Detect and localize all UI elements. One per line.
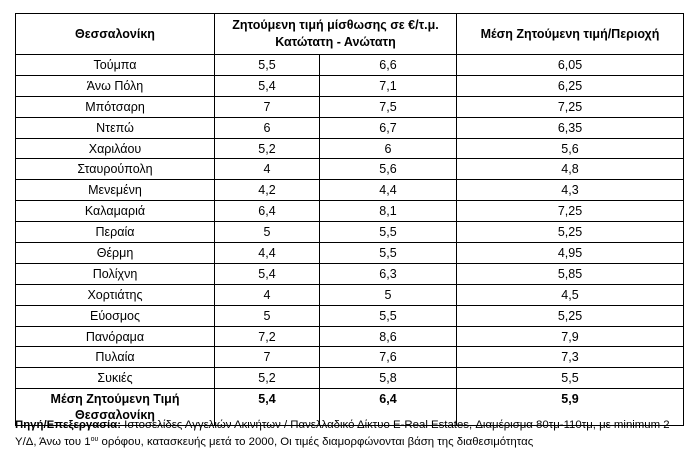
max-price-cell: 7,5 xyxy=(320,96,457,117)
min-price-cell: 5,2 xyxy=(215,138,320,159)
min-price-cell: 4 xyxy=(215,284,320,305)
source-note xyxy=(15,417,683,451)
average-price-cell: 6,05 xyxy=(457,55,684,76)
max-price-cell: 8,6 xyxy=(320,326,457,347)
min-price-cell: 5,5 xyxy=(215,55,320,76)
region-cell: Πανόραμα xyxy=(16,326,215,347)
min-price-cell: 4 xyxy=(215,159,320,180)
average-price-cell: 5,85 xyxy=(457,263,684,284)
table-row xyxy=(16,117,684,138)
header-price-range: Ζητούμενη τιμή μίσθωσης σε €/τ.μ. Κατώτατη - Ανώτατη xyxy=(215,14,457,55)
min-price-cell: 6,4 xyxy=(215,201,320,222)
region-cell: Πυλαία xyxy=(16,347,215,368)
table-row xyxy=(16,138,684,159)
table-row xyxy=(16,243,684,264)
max-price-cell: 7,1 xyxy=(320,75,457,96)
min-price-cell: 5,2 xyxy=(215,368,320,389)
min-price-cell: 6 xyxy=(215,117,320,138)
table-row xyxy=(16,180,684,201)
region-cell: Τούμπα xyxy=(16,55,215,76)
min-price-cell: 4,4 xyxy=(215,243,320,264)
footer-max-price: 6,4 xyxy=(320,389,457,426)
max-price-cell: 6,7 xyxy=(320,117,457,138)
source-superscript: ου xyxy=(90,436,99,443)
min-price-cell: 5,4 xyxy=(215,75,320,96)
average-price-cell: 4,8 xyxy=(457,159,684,180)
average-price-cell: 6,25 xyxy=(457,75,684,96)
region-cell: Μενεμένη xyxy=(16,180,215,201)
max-price-cell: 5,8 xyxy=(320,368,457,389)
max-price-cell: 5,5 xyxy=(320,243,457,264)
table-header-row xyxy=(16,14,684,55)
max-price-cell: 6 xyxy=(320,138,457,159)
max-price-cell: 5 xyxy=(320,284,457,305)
max-price-cell: 8,1 xyxy=(320,201,457,222)
table-row xyxy=(16,284,684,305)
source-label: Πηγή/Επεξεργασία: xyxy=(15,419,121,431)
average-price-cell: 4,5 xyxy=(457,284,684,305)
table-row xyxy=(16,368,684,389)
rent-prices-table xyxy=(15,13,684,426)
table-row xyxy=(16,201,684,222)
average-price-cell: 5,25 xyxy=(457,222,684,243)
max-price-cell: 6,6 xyxy=(320,55,457,76)
average-price-cell: 5,6 xyxy=(457,138,684,159)
header-region: Θεσσαλονίκη xyxy=(16,14,215,55)
min-price-cell: 7 xyxy=(215,96,320,117)
table-row xyxy=(16,263,684,284)
table-body xyxy=(16,55,684,389)
average-price-cell: 5,25 xyxy=(457,305,684,326)
table-row xyxy=(16,75,684,96)
region-cell: Εύοσμος xyxy=(16,305,215,326)
region-cell: Συκιές xyxy=(16,368,215,389)
region-cell: Χορτιάτης xyxy=(16,284,215,305)
min-price-cell: 7,2 xyxy=(215,326,320,347)
table-row xyxy=(16,55,684,76)
region-cell: Καλαμαριά xyxy=(16,201,215,222)
average-price-cell: 7,25 xyxy=(457,96,684,117)
average-price-cell: 4,3 xyxy=(457,180,684,201)
max-price-cell: 5,5 xyxy=(320,305,457,326)
average-price-cell: 7,25 xyxy=(457,201,684,222)
region-cell: Πολίχνη xyxy=(16,263,215,284)
min-price-cell: 5 xyxy=(215,222,320,243)
table-row xyxy=(16,305,684,326)
footer-average-price: 5,9 xyxy=(457,389,684,426)
region-cell: Χαριλάου xyxy=(16,138,215,159)
table-row xyxy=(16,347,684,368)
max-price-cell: 7,6 xyxy=(320,347,457,368)
max-price-cell: 6,3 xyxy=(320,263,457,284)
table-row xyxy=(16,96,684,117)
region-cell: Περαία xyxy=(16,222,215,243)
table-row xyxy=(16,222,684,243)
source-text-part2: ορόφου, κατασκευής μετά το 2000, Οι τιμές διαμορφώνονται βάση της διαθεσιμότητας xyxy=(98,436,534,448)
min-price-cell: 5,4 xyxy=(215,263,320,284)
header-average-price: Μέση Ζητούμενη τιμή/Περιοχή xyxy=(457,14,684,55)
max-price-cell: 5,5 xyxy=(320,222,457,243)
region-cell: Θέρμη xyxy=(16,243,215,264)
footer-min-price: 5,4 xyxy=(215,389,320,426)
max-price-cell: 5,6 xyxy=(320,159,457,180)
average-price-cell: 7,3 xyxy=(457,347,684,368)
min-price-cell: 4,2 xyxy=(215,180,320,201)
max-price-cell: 4,4 xyxy=(320,180,457,201)
average-price-cell: 4,95 xyxy=(457,243,684,264)
average-price-cell: 7,9 xyxy=(457,326,684,347)
average-price-cell: 6,35 xyxy=(457,117,684,138)
min-price-cell: 5 xyxy=(215,305,320,326)
region-cell: Μπότσαρη xyxy=(16,96,215,117)
footer-region: Μέση Ζητούμενη Τιμή Θεσσαλονίκη xyxy=(16,389,215,426)
region-cell: Σταυρούπολη xyxy=(16,159,215,180)
table-row xyxy=(16,159,684,180)
min-price-cell: 7 xyxy=(215,347,320,368)
source-text-part1: Ιστοσελίδες Αγγελιών Ακινήτων / Πανελλαδικό Δίκτυο E-Real Estates, Διαμέρισμα 80τμ-110τμ, με minimum 2 Υ/Δ, Άνω του 1 xyxy=(15,419,670,448)
table-row xyxy=(16,326,684,347)
region-cell: Άνω Πόλη xyxy=(16,75,215,96)
average-price-cell: 5,5 xyxy=(457,368,684,389)
region-cell: Ντεπώ xyxy=(16,117,215,138)
